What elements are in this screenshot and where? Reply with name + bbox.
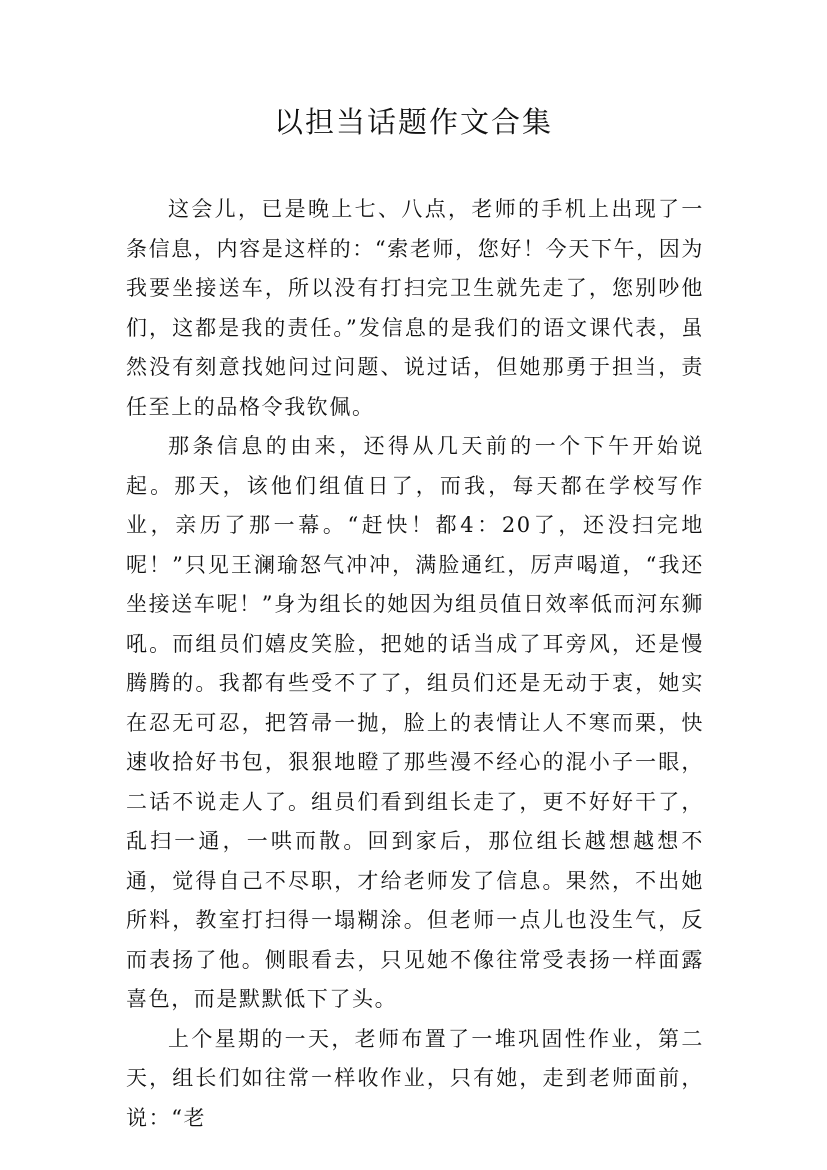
document-title: 以担当话题作文合集	[273, 105, 553, 139]
paragraph-1: 这会儿，已是晚上七、八点，老师的手机上出现了一条信息，内容是这样的：“索老师，您好！今天下午，因为我要坐接送车，所以没有打扫完卫生就先走了，您别吵他们，这都是我的责任。”发信息的是我们的语文课代表，虽然没有刻意找她问过问题、说过话，但她那勇于担当，责任至上的品格令我钦佩。	[126, 197, 704, 419]
document-body	[126, 190, 704, 1138]
paragraph-3: 上个星期的一天，老师布置了一堆巩固性作业，第二天，组长们如往常一样收作业，只有她，走到老师面前，说：“老	[126, 1026, 704, 1130]
paragraph-2: 那条信息的由来，还得从几天前的一个下午开始说起。那天，该他们组值日了，而我，每天都在学校写作业，亲历了那一幕。“赶快！都4：20了，还没扫完地呢！”只见王澜瑜怒气冲冲，满脸通红，厉声喝道，“我还坐接送车呢！”身为组长的她因为组员值日效率低而河东狮吼。而组员们嬉皮笑脸，把她的话当成了耳旁风，还是慢腾腾的。我都有些受不了了，组员们还是无动于衷，她实在忍无可忍，把笤帚一抛，脸上的表情让人不寒而栗，快速收拾好书包，狠狠地瞪了那些漫不经心的混小子一眼，二话不说走人了。组员们看到组长走了，更不好好干了，乱扫一通，一哄而散。回到家后，那位组长越想越想不通，觉得自己不尽职，才给老师发了信息。果然，不出她所料，教室打扫得一塌糊涂。但老师一点儿也没生气，反而表扬了他。侧眼看去，只见她不像往常受表扬一样面露喜色，而是默默低下了头。	[126, 434, 704, 1011]
